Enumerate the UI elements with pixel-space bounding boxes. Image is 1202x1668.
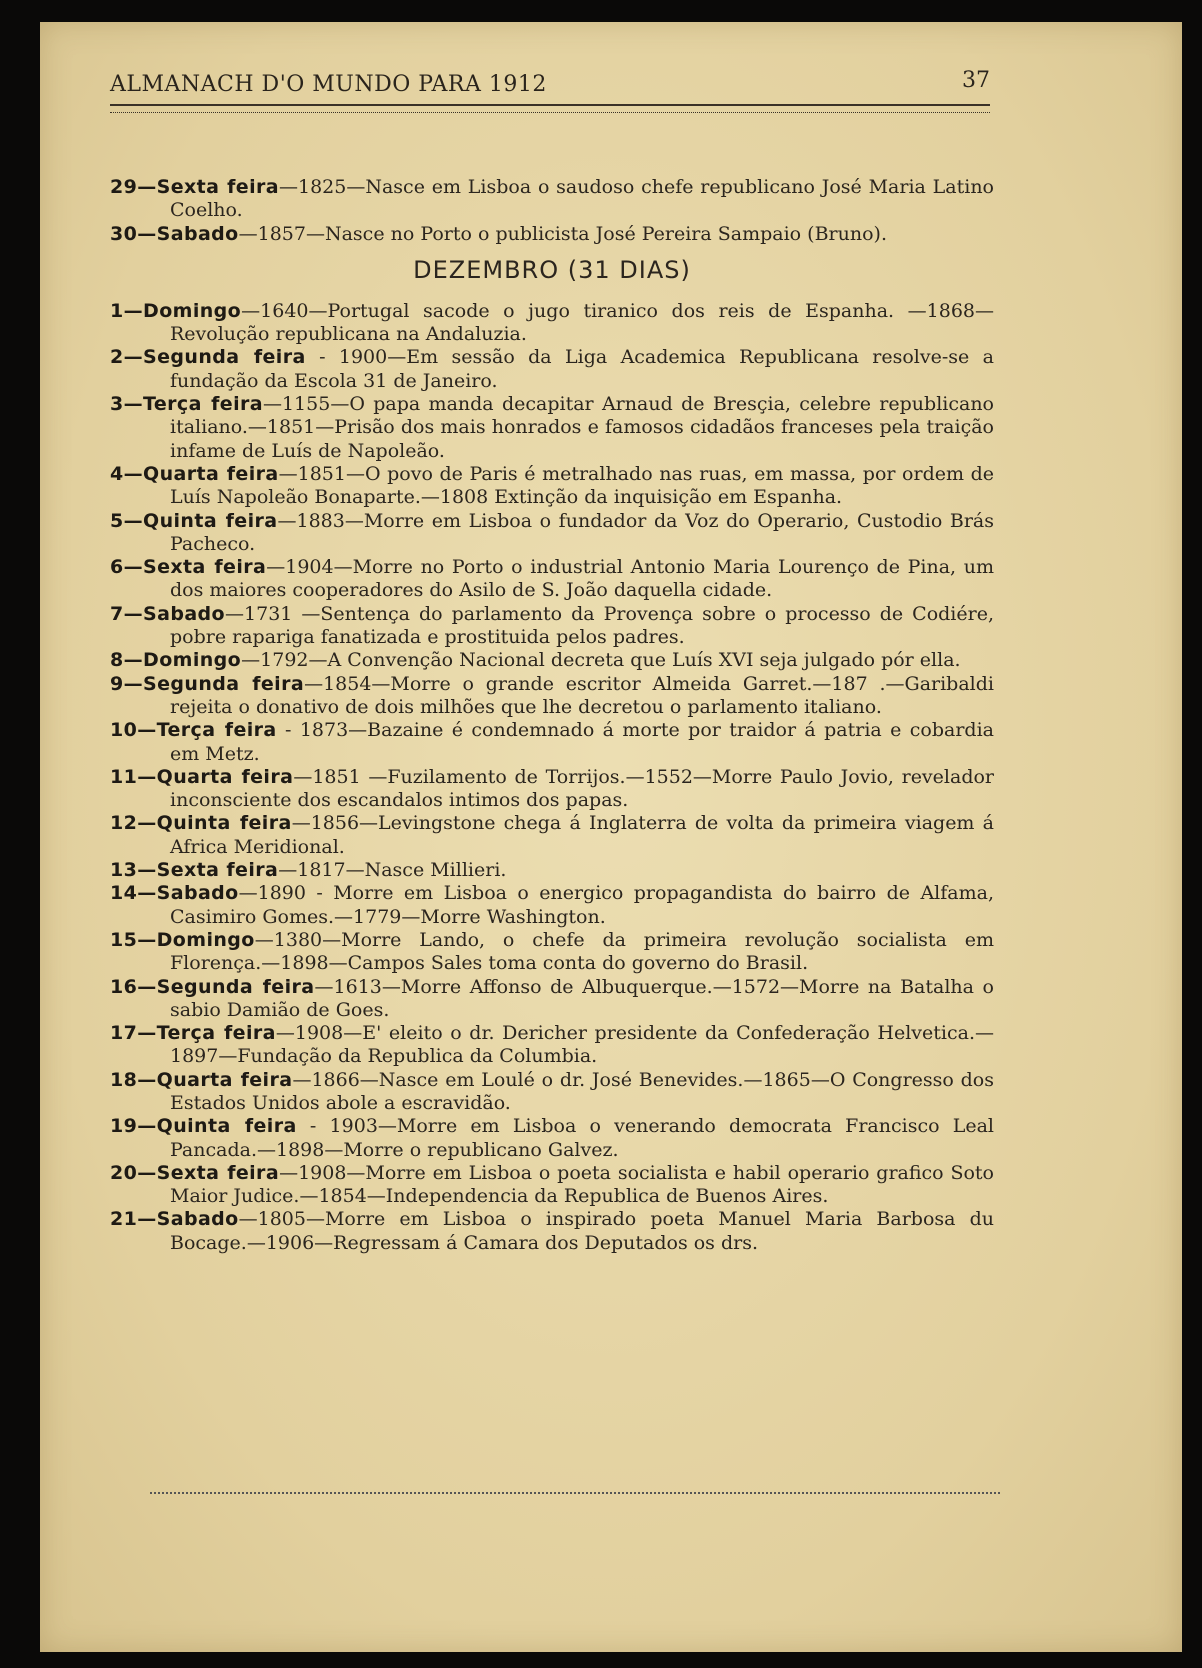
calendar-entry	[110, 812, 994, 859]
running-header	[110, 68, 990, 102]
calendar-entry	[110, 463, 994, 510]
entry-text: —1856—Levingstone chega á Inglaterra de volta da primeira viagem á Africa Meridional.	[170, 812, 994, 858]
calendar-entry	[110, 1162, 994, 1209]
footer-rule	[150, 1492, 1000, 1498]
calendar-entry	[110, 603, 994, 650]
day-label: 17—Terça feira	[110, 1022, 276, 1045]
day-label: 10—Terça feira	[110, 719, 277, 742]
day-label: 21—Sabado	[110, 1208, 239, 1231]
day-label: 20—Sexta feira	[110, 1161, 280, 1184]
day-label: 5—Quinta feira	[110, 509, 278, 532]
day-label: 2—Segunda feira	[110, 346, 306, 369]
entry-text: —1817—Nasce Millieri.	[278, 859, 507, 882]
entry-text: —1883—Morre em Lisboa o fundador da Voz do Operario, Custodio Brás Pacheco.	[170, 509, 994, 555]
calendar-entry	[110, 510, 994, 557]
day-label: 13—Sexta feira	[110, 859, 279, 882]
calendar-entry	[110, 176, 994, 223]
day-label: 18—Quarta feira	[110, 1068, 293, 1091]
entry-text: —1792—A Convenção Nacional decreta que Luís XVI seja julgado pór ella.	[241, 649, 961, 672]
entry-text: —1825—Nasce em Lisboa o saudoso chefe republicano José Maria Latino Coelho.	[170, 176, 994, 222]
entry-text: - 1903—Morre em Lisboa o venerando democrata Francisco Leal Pancada.—1898—Morre o republicano Galvez.	[170, 1115, 994, 1161]
entry-text: —1854—Morre o grande escritor Almeida Garret.—187 .—Garibaldi rejeita o donativo de dois milhões que lhe decretou o parlamento italiano.	[170, 672, 994, 718]
entry-text: —1857—Nasce no Porto o publicista José Pereira Sampaio (Bruno).	[238, 222, 887, 245]
day-label: 7—Sabado	[110, 602, 226, 625]
calendar-entry	[110, 859, 994, 882]
calendar-entry	[110, 929, 994, 976]
calendar-entry	[110, 1208, 994, 1255]
calendar-entry	[110, 766, 994, 813]
almanac-title: ALMANACH D'O MUNDO PARA 1912	[110, 72, 547, 97]
entry-text: —1640—Portugal sacode o jugo tiranico dos reis de Espanha. —1868—Revolução republicana na Andaluzia.	[170, 299, 994, 346]
entry-text: —1908—E' eleito o dr. Dericher presidente da Confederação Helvetica.—1897—Fundação da Republica da Columbia.	[170, 1022, 994, 1068]
calendar-entry	[110, 223, 994, 246]
december-entries	[110, 300, 994, 1255]
calendar-entry	[110, 556, 994, 603]
month-heading: DEZEMBRO (31 DIAS)	[413, 255, 691, 284]
november-entries	[110, 176, 994, 246]
day-label: 29—Sexta feira	[110, 176, 279, 198]
entry-text: —1866—Nasce em Loulé o dr. José Benevides.—1865—O Congresso dos Estados Unidos abole a escravidão.	[170, 1068, 994, 1114]
entry-text: —1904—Morre no Porto o industrial Antonio Maria Lourenço de Pina, um dos maiores cooperadores do Asilo de S. João daquella cidade.	[170, 556, 994, 602]
calendar-entry	[110, 719, 994, 766]
entry-text: —1851—O povo de Paris é metralhado nas ruas, em massa, por ordem de Luís Napoleão Bonaparte.—1808 Extinção da inquisição em Espanha.	[170, 462, 994, 509]
entry-text: —1908—Morre em Lisboa o poeta socialista e habil operario grafico Soto Maior Judice.—1854—Independencia da Republica de Buenos Aires.	[170, 1161, 994, 1208]
day-label: 11—Quarta feira	[110, 765, 294, 788]
calendar-text	[110, 176, 994, 1255]
entry-text: —1380—Morre Lando, o chefe da primeira revolução socialista em Florença.—1898—Campos Sales toma conta do governo do Brasil.	[170, 928, 994, 975]
day-label: 16—Segunda feira	[110, 975, 315, 998]
calendar-entry	[110, 1069, 994, 1116]
day-label: 4—Quarta feira	[110, 462, 279, 485]
calendar-entry	[110, 346, 994, 393]
calendar-entry	[110, 1115, 994, 1162]
day-label: 12—Quinta feira	[110, 812, 292, 835]
entry-text: —1851 —Fuzilamento de Torrijos.—1552—Morre Paulo Jovio, revelador inconsciente dos escandalos intimos dos papas.	[170, 765, 995, 812]
day-label: 30—Sabado	[110, 222, 239, 245]
calendar-entry	[110, 673, 994, 720]
day-label: 6—Sexta feira	[110, 556, 267, 579]
entry-text: —1890 - Morre em Lisboa o energico propagandista do bairro de Alfama, Casimiro Gomes.—1779—Morre Washington.	[170, 882, 994, 928]
calendar-entry	[110, 393, 994, 463]
entry-text: - 1900—Em sessão da Liga Academica Republicana resolve-se a fundação da Escola 31 de Janeiro.	[170, 346, 994, 392]
calendar-entry	[110, 976, 994, 1023]
day-label: 14—Sabado	[110, 882, 239, 905]
entry-text: - 1873—Bazaine é condemnado á morte por traidor á patria e cobardia em Metz.	[170, 719, 994, 765]
day-label: 3—Terça feira	[110, 393, 263, 416]
day-label: 1—Domingo	[110, 299, 242, 322]
day-label: 9—Segunda feira	[110, 672, 305, 695]
day-label: 15—Domingo	[110, 928, 255, 951]
day-label: 19—Quinta feira	[110, 1115, 297, 1138]
entry-text: —1613—Morre Affonso de Albuquerque.—1572—Morre na Batalha o sabio Damião de Goes.	[170, 975, 994, 1021]
entry-text: —1731 —Sentença do parlamento da Provença sobre o processo de Codiére, pobre rapariga fanatizada e prostituida pelos padres.	[170, 602, 994, 649]
calendar-entry	[110, 300, 994, 347]
calendar-entry	[110, 1022, 994, 1069]
page-number: 37	[962, 68, 990, 93]
entry-text: —1155—O papa manda decapitar Arnaud de Bresçia, celebre republicano italiano.—1851—Prisão dos mais honrados e famosos cidadãos franceses pela traição infame de Luís de Napoleão.	[170, 393, 994, 462]
entry-text: —1805—Morre em Lisboa o inspirado poeta Manuel Maria Barbosa du Bocage.—1906—Regressam á Camara dos Deputados os drs.	[170, 1208, 994, 1254]
header-rule	[110, 104, 990, 113]
day-label: 8—Domingo	[110, 649, 242, 672]
calendar-entry	[110, 649, 994, 672]
calendar-entry	[110, 882, 994, 929]
